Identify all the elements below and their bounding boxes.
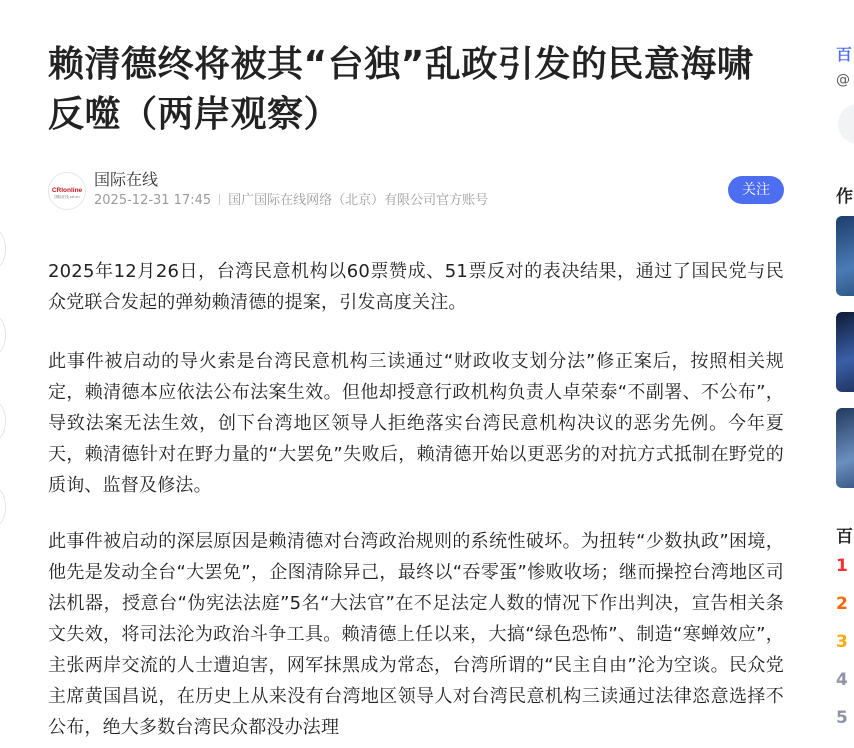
follow-button[interactable]: 关注 xyxy=(728,176,784,204)
left-scroll-arc xyxy=(0,488,6,526)
article-paragraph: 2025年12月26日，台湾民意机构以60票赞成、51票反对的表决结果，通过了国民党与民众党联合发起的弹劾赖清德的提案，引发高度关注。 xyxy=(48,261,784,313)
sidebar-thumbnail[interactable] xyxy=(836,408,854,488)
sidebar-account-handle: @ xyxy=(836,72,850,88)
meta-divider xyxy=(219,194,220,205)
sidebar-hot-list-title: 百 xyxy=(836,527,853,547)
author-meta xyxy=(94,192,488,210)
right-sidebar xyxy=(822,0,854,748)
account-description: 国广国际在线网络（北京）有限公司官方账号 xyxy=(228,193,489,208)
sidebar-section-title: 作 xyxy=(836,187,853,207)
avatar-logo-text: CRIonline xyxy=(51,187,83,194)
sidebar-account-title[interactable]: 百 xyxy=(836,45,853,64)
hot-rank-number[interactable]: 1 xyxy=(836,556,848,576)
hot-rank-number[interactable]: 3 xyxy=(836,632,848,652)
left-scroll-arc xyxy=(0,316,6,354)
author-avatar[interactable] xyxy=(48,172,86,210)
author-name[interactable]: 国际在线 xyxy=(94,170,159,189)
article-paragraph: 此事件被启动的导火索是台湾民意机构三读通过“财政收支划分法”修正案后，按照相关规定，赖清德本应依法公布法案生效。但他却授意行政机构负责人卓荣泰“不副署、不公布”，导致法案无法生效，创下台湾地区领导人拒绝落实台湾民意机构决议的恶劣先例。今年夏天，赖清德针对在野力量的“大罢免”失败后，赖清德开始以更恶劣的对抗方式抵制在野党的质询、监督及修法。 xyxy=(48,351,784,496)
publish-date: 2025-12-31 17:45 xyxy=(94,193,212,208)
left-scroll-arc xyxy=(0,230,6,268)
avatar-logo-subtext: 国际在线 cri.cn xyxy=(54,195,80,199)
hot-rank-number[interactable]: 2 xyxy=(836,594,848,614)
cri-logo-icon xyxy=(49,173,85,209)
author-row xyxy=(48,170,784,210)
hot-rank-number[interactable]: 4 xyxy=(836,670,848,690)
sidebar-action-button[interactable] xyxy=(838,104,854,144)
sidebar-thumbnail[interactable] xyxy=(836,216,854,296)
article-paragraph: 此事件被启动的深层原因是赖清德对台湾政治规则的系统性破坏。为扭转“少数执政”困境，他先是发动全台“大罢免”，企图清除异己，最终以“吞零蛋”惨败收场；继而操控台湾地区司法机器，授意台“伪宪法法庭”5名“大法官”在不足法定人数的情况下作出判决，宣告相关条文失效，将司法沦为政治斗争工具。赖清德上任以来，大搞“绿色恐怖”、制造“寒蝉效应”，主张两岸交流的人士遭迫害，网军抹黑成为常态，台湾所谓的“民主自由”沦为空谈。民众党主席黄国昌说，在历史上从来没有台湾地区领导人对台湾民意机构三读通过法律恣意选择不公布，绝大多数台湾民众都没办法理 xyxy=(48,531,784,738)
article-title: 赖清德终将被其“台独”乱政引发的民意海啸反噬（两岸观察） xyxy=(48,44,754,135)
hot-rank-number[interactable]: 5 xyxy=(836,708,848,728)
sidebar-thumbnail[interactable] xyxy=(836,312,854,392)
left-scroll-arc xyxy=(0,402,6,440)
